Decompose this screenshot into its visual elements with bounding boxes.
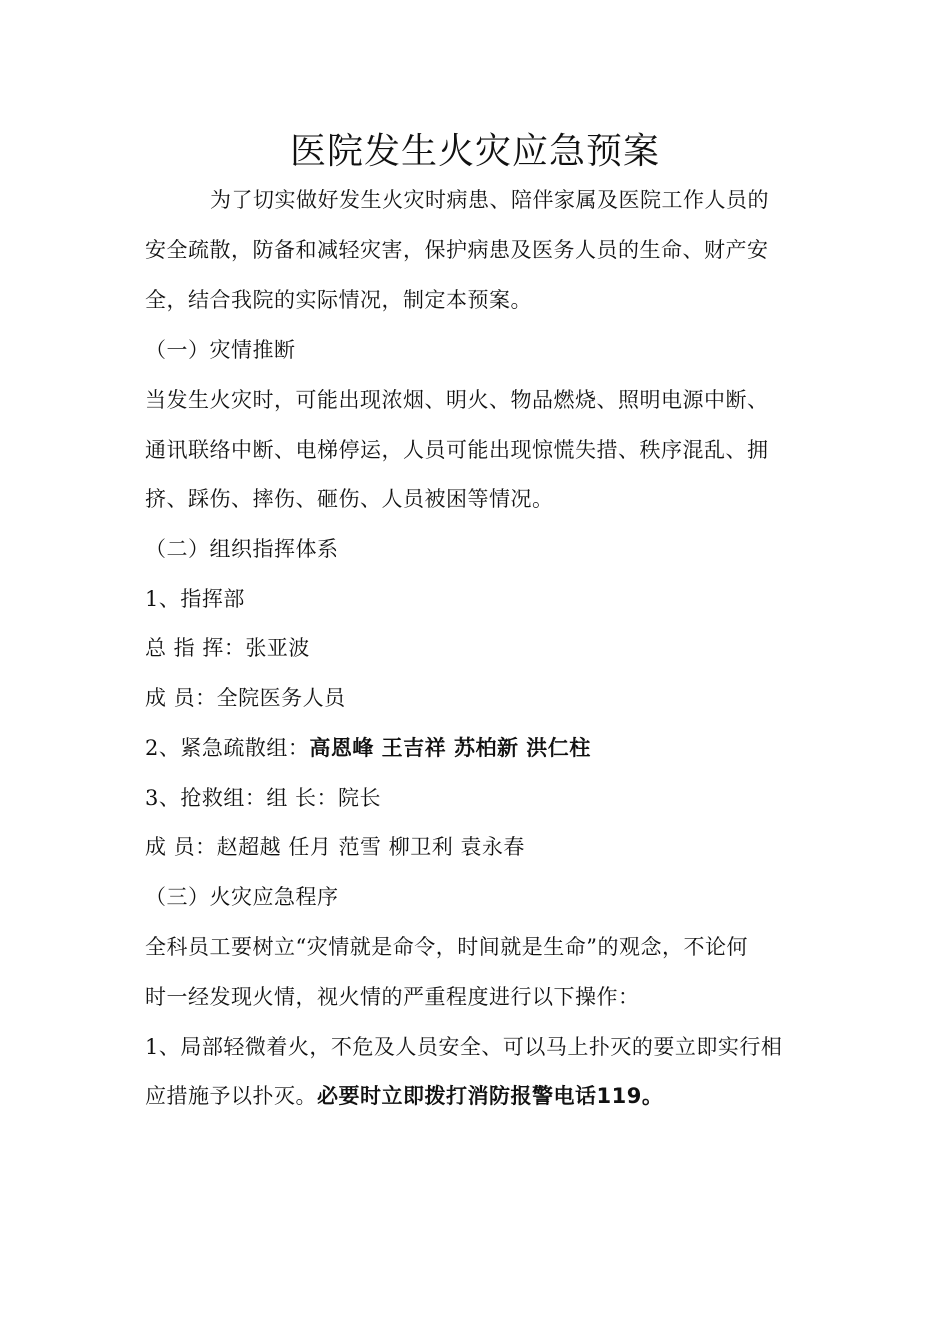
intro-line-2: 安全疏散，防备和减轻灾害，保护病患及医务人员的生命、财产安 [145,238,769,262]
section3-line-1: 全科员工要树立“灾情就是命令，时间就是生命”的观念，不论何 [145,935,748,959]
evacuation-line [145,733,591,763]
section3-line-2: 时一经发现火情，视火情的严重程度进行以下操作： [145,985,640,1009]
document-title: 医院发生火灾应急预案 [289,131,660,172]
members-line: 成 员：全院医务人员 [145,686,346,710]
intro-line-1: 为了切实做好发生火灾时病患、陪伴家属及医院工作人员的 [210,188,769,212]
section1-line-3: 挤、踩伤、摔伤、砸伤、人员被困等情况。 [145,487,554,511]
section1-line-2: 通讯联络中断、电梯停运，人员可能出现惊慌失措、秩序混乱、拥 [145,438,769,462]
rescue-members-line: 成 员：赵超越 任月 范雪 柳卫利 袁永春 [145,835,525,859]
section3-line-3: 1、局部轻微着火，不危及人员安全、可以马上扑灭的要立即实行相 [145,1035,783,1059]
section3-heading: （三）火灾应急程序 [145,885,339,909]
section3-last-plain: 应措施予以扑灭。 [145,1084,317,1108]
evacuation-names: 高恩峰 王吉祥 苏柏新 洪仁柱 [309,736,591,760]
section3-line-4 [145,1081,663,1111]
section2-heading: （二）组织指挥体系 [145,537,339,561]
rescue-line: 3、抢救组：组 长：院长 [145,786,382,810]
intro-line-3: 全，结合我院的实际情况，制定本预案。 [145,288,532,312]
section1-heading: （一）灾情推断 [145,338,296,362]
evacuation-label: 2、紧急疏散组： [145,736,310,760]
section3-last-bold: 必要时立即拨打消防报警电话119。 [317,1084,664,1108]
section1-line-1: 当发生火灾时，可能出现浓烟、明火、物品燃烧、照明电源中断、 [145,388,769,412]
command-label: 1、指挥部 [145,587,245,611]
commander-line: 总 指 挥：张亚波 [145,636,310,660]
